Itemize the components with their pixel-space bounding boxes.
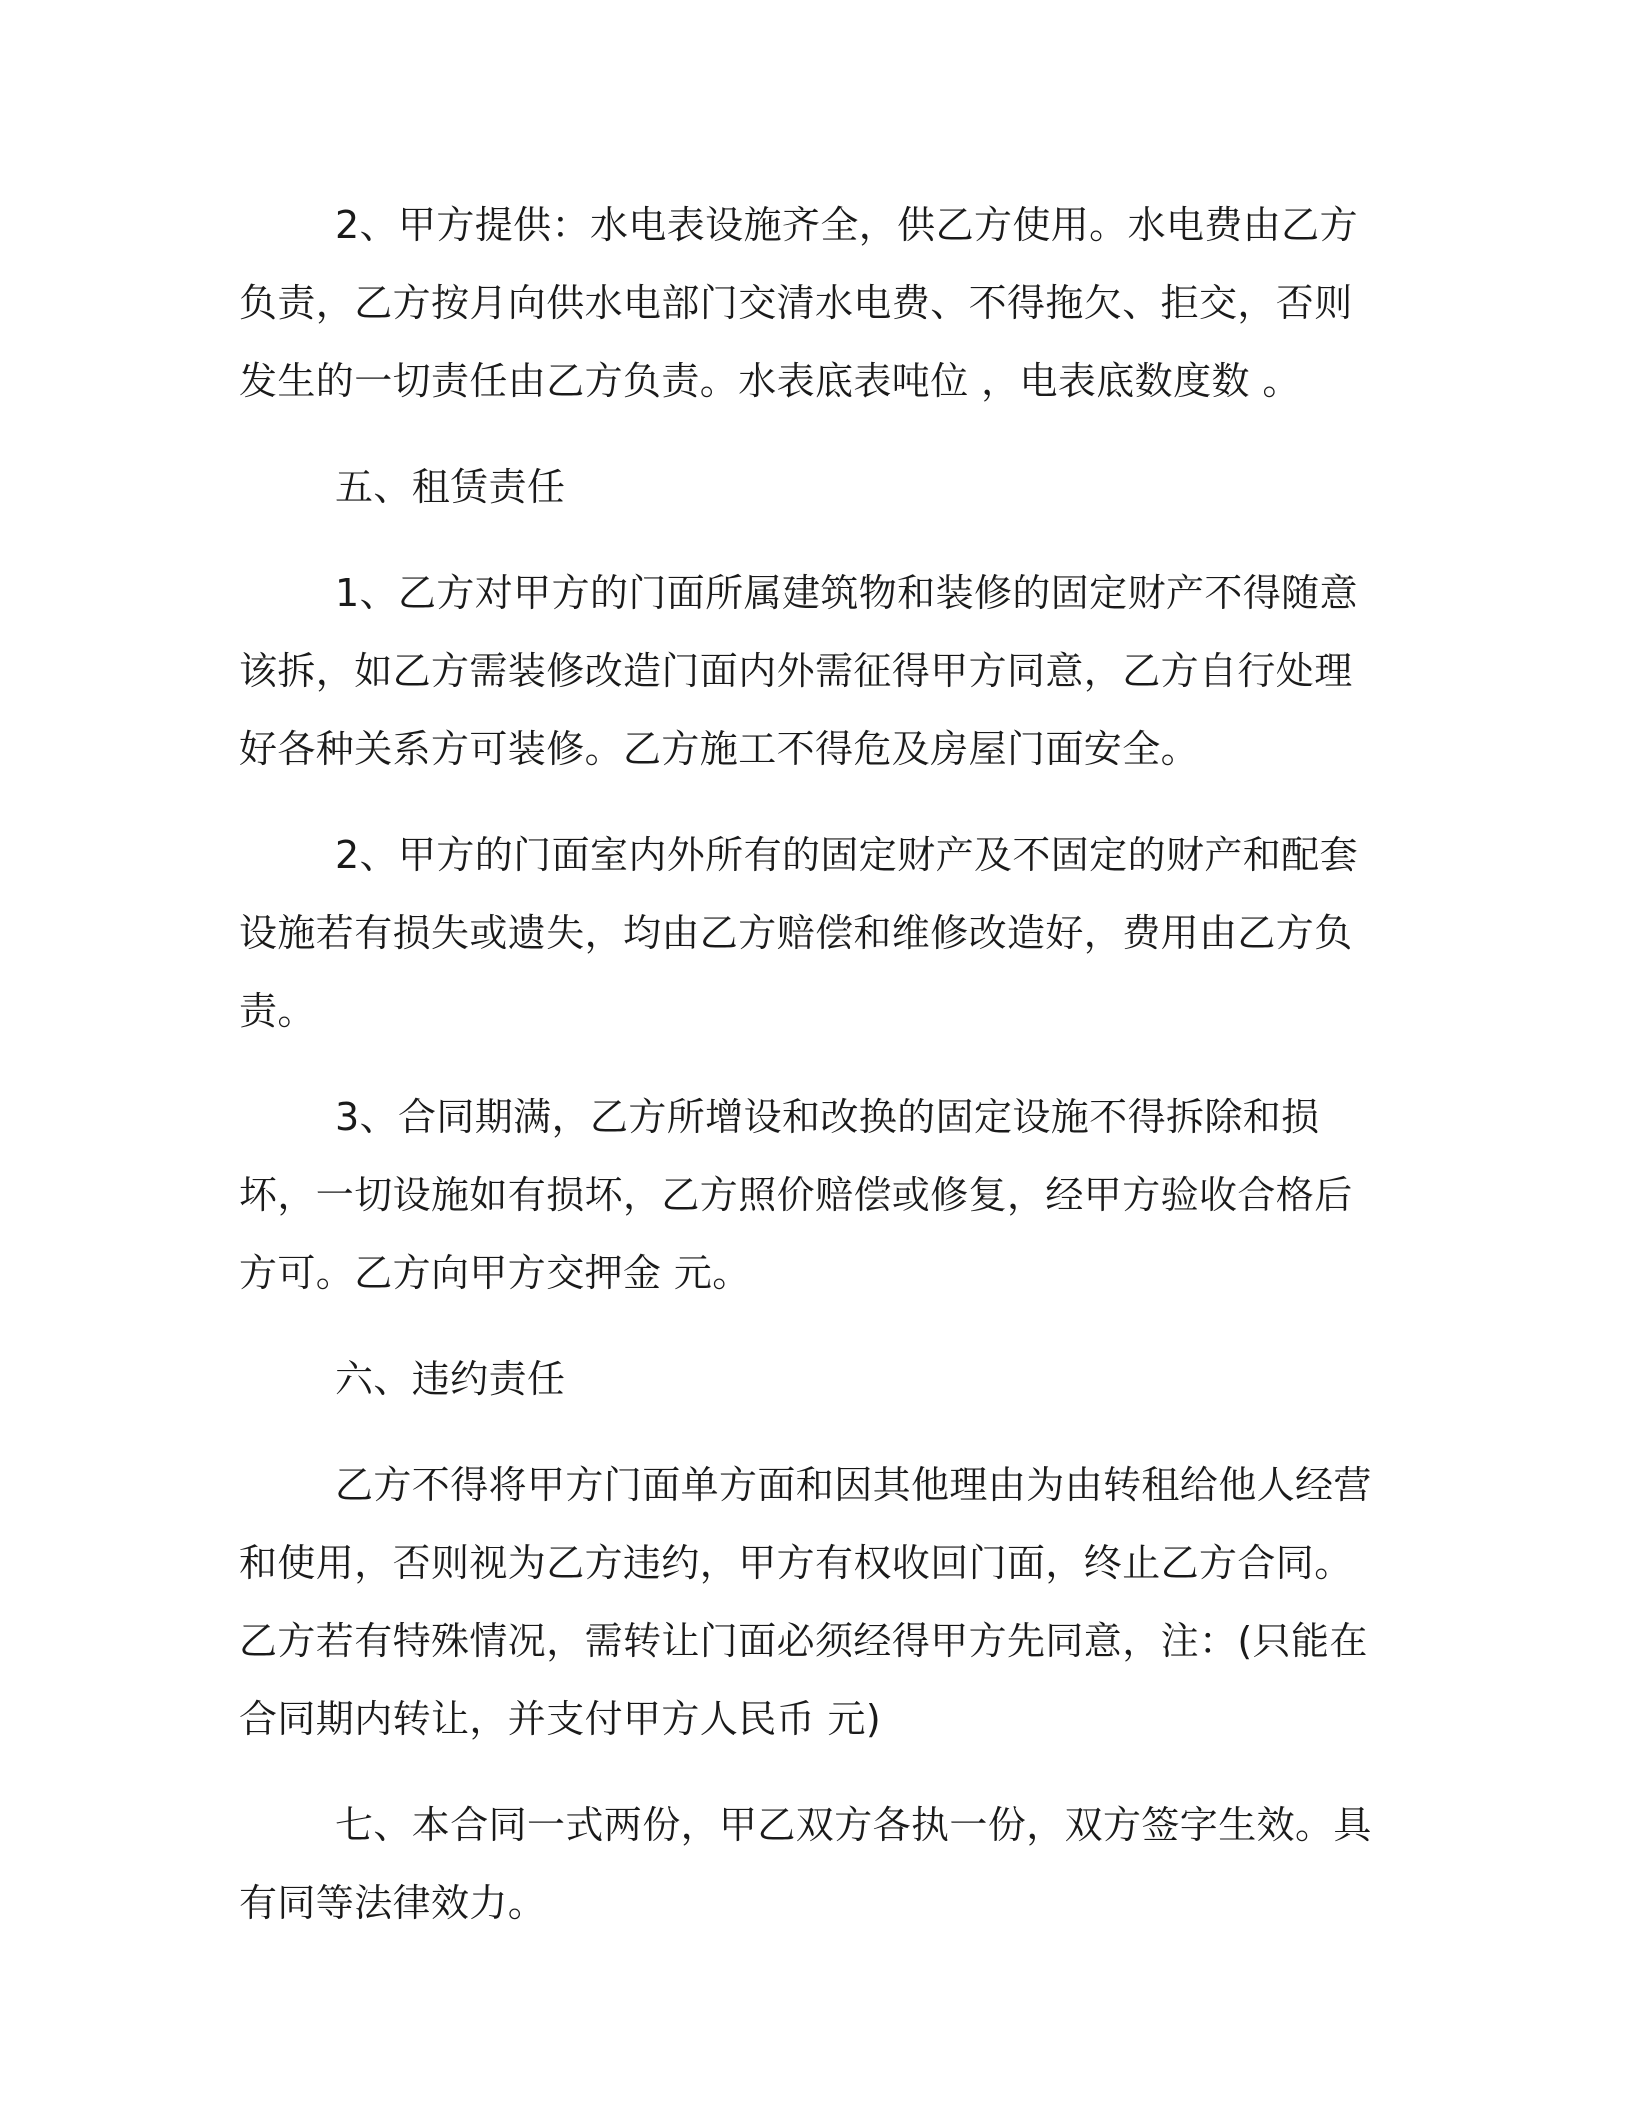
document-body <box>239 186 1387 1970</box>
paragraph-copies-validity: 七、本合同一式两份，甲乙双方各执一份，双方签字生效。具有同等法律效力。 <box>239 1803 1372 1925</box>
paragraph-property-loss: 2、甲方的门面室内外所有的固定财产及不固定的财产和配套设施若有损失或遗失，均由乙方赔偿和维修改造好，费用由乙方负责。 <box>239 833 1358 1033</box>
paragraph-contract-expiry: 3、合同期满，乙方所增设和改换的固定设施不得拆除和损坏，一切设施如有损坏，乙方照价赔偿或修复，经甲方验收合格后方可。乙方向甲方交押金 元。 <box>239 1095 1353 1295</box>
paragraph-renovation: 1、乙方对甲方的门面所属建筑物和装修的固定财产不得随意该拆，如乙方需装修改造门面内外需征得甲方同意，乙方自行处理好各种关系方可装修。乙方施工不得危及房屋门面安全。 <box>239 571 1358 771</box>
paragraph-sublease: 乙方不得将甲方门面单方面和因其他理由为由转租给他人经营和使用，否则视为乙方违约，甲方有权收回门面，终止乙方合同。乙方若有特殊情况，需转让门面必须经得甲方先同意，注：(只能在合同期内转让，并支付甲方人民币 元) <box>239 1463 1372 1741</box>
section-heading-lease-responsibility: 五、租赁责任 <box>335 465 566 509</box>
section-heading-breach-liability: 六、违约责任 <box>335 1357 566 1401</box>
paragraph-utilities: 2、甲方提供：水电表设施齐全，供乙方使用。水电费由乙方负责，乙方按月向供水电部门交清水电费、不得拖欠、拒交，否则发生的一切责任由乙方负责。水表底表吨位 ，电表底数度数 。 <box>239 203 1358 403</box>
